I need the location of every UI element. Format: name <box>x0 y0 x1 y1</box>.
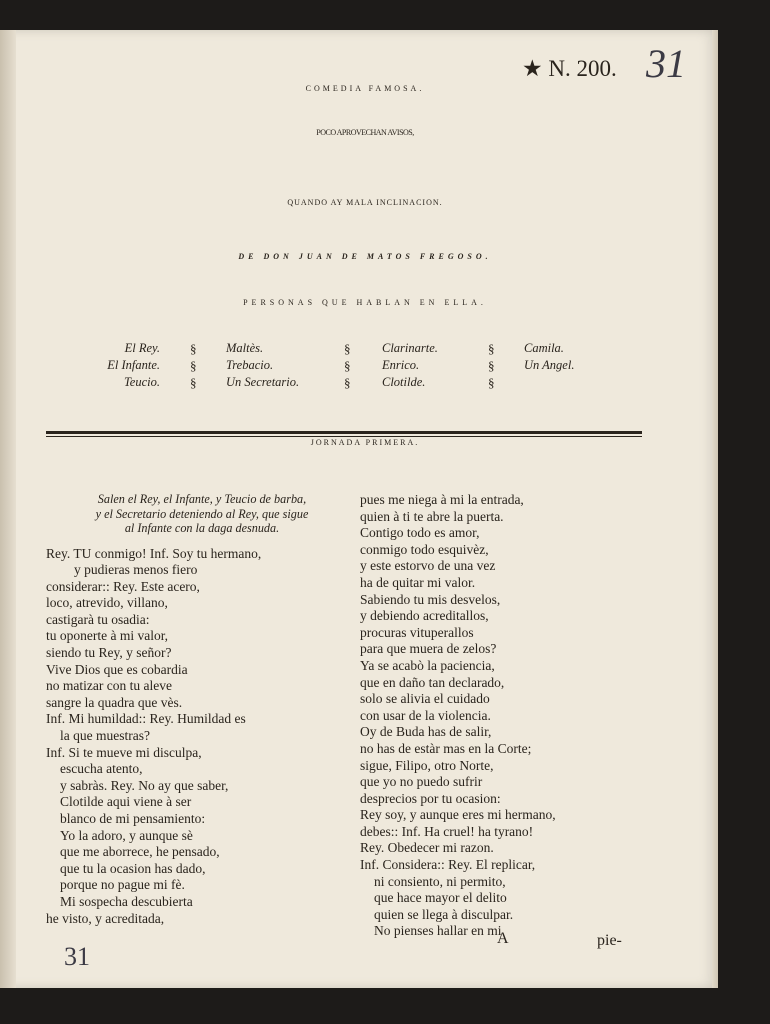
verse-line: loco, atrevido, villano, <box>46 595 168 611</box>
verse-line: con usar de la violencia. <box>360 707 491 723</box>
ornament-separator: § § § <box>488 341 495 390</box>
text-column-right <box>360 492 650 940</box>
verse-line: sigue, Filipo, otro Norte, <box>360 757 494 773</box>
verse-line: y debiendo acreditallos, <box>360 608 489 624</box>
verse-line: Clotilde aqui viene à ser <box>60 794 192 810</box>
signature-mark: A <box>497 930 509 947</box>
page-binding <box>0 30 16 988</box>
stage-direction-line: Salen el Rey, el Infante, y Teucio de barba, <box>97 492 307 506</box>
verse-line: Mi sospecha descubierta <box>60 893 193 909</box>
play-subtitle: QUANDO AY MALA INCLINACION. <box>287 198 443 207</box>
play-title: POCO APROVECHAN AVISOS, <box>316 128 414 137</box>
verse-line: blanco de mi pensamiento: <box>60 811 206 826</box>
verse-line: sangre la quadra que vès. <box>46 694 183 710</box>
document-page <box>0 30 718 988</box>
verse-line: la que muestras? <box>60 728 150 744</box>
genre-heading: COMEDIA FAMOSA. <box>305 84 425 93</box>
verse-line: solo se alivia el cuidado <box>360 691 490 707</box>
verse-line: siendo tu Rey, y señor? <box>46 645 172 661</box>
verse-line: no matizar con tu aleve <box>46 678 172 694</box>
cast-member: Enrico. <box>382 358 420 372</box>
verse-line: y pudieras menos fiero <box>74 562 198 578</box>
cast-member: Un Angel. <box>524 358 575 372</box>
stage-direction <box>46 492 358 536</box>
cast-member: El Rey. <box>124 341 160 355</box>
verse-line: pues me niega à mi la entrada, <box>360 492 524 507</box>
cast-member: El Infante. <box>107 358 160 372</box>
divider-rule-thin <box>46 436 642 437</box>
cast-column <box>82 340 160 391</box>
verse-line: considerar:: Rey. Este acero, <box>46 578 200 594</box>
verse-line: que me aborrece, he pensado, <box>60 844 220 860</box>
cast-column <box>226 340 299 391</box>
stage-direction-line: al Infante con la daga desnuda. <box>124 521 280 535</box>
page-edge <box>712 30 718 988</box>
verse-line: Inf. Si te mueve mi disculpa, <box>46 744 202 760</box>
verse-line: porque no pague mi fè. <box>60 877 185 893</box>
verse-line: escucha atento, <box>60 761 143 777</box>
verse-line: que hace mayor el delito <box>374 890 507 906</box>
verse-line: procuras vituperallos <box>360 624 474 640</box>
verse-line: que tu la ocasion has dado, <box>60 860 206 876</box>
cast-member: Clarinarte. <box>382 341 438 355</box>
verse-line: que yo no puedo sufrir <box>360 774 483 790</box>
cast-column <box>524 340 574 374</box>
verse-line: conmigo todo esquivèz, <box>360 541 489 557</box>
cast-list <box>0 340 718 404</box>
text-column-left <box>46 492 358 927</box>
verse-line: Contigo todo es amor, <box>360 525 480 541</box>
verse-line: Vive Dios que es cobardia <box>46 661 188 677</box>
verse-line: debes:: Inf. Ha cruel! ha tyrano! <box>360 823 534 839</box>
folio-number-top: 31 <box>646 41 686 86</box>
verse-line: he visto, y acreditada, <box>46 910 165 926</box>
verse-line: desprecios por tu ocasion: <box>360 790 501 806</box>
verse-line: Yo la adoro, y aunque sè <box>60 827 193 843</box>
verse-line: tu oponerte à mi valor, <box>46 628 169 644</box>
verse-line: Rey. TU conmigo! Inf. Soy tu hermano, <box>46 545 262 561</box>
verse-line: Inf. Mi humildad:: Rey. Humildad es <box>46 711 246 727</box>
catalog-number: ★ N. 200. <box>522 56 617 81</box>
stage-direction-line: y el Secretario deteniendo al Rey, que sigue <box>95 506 309 521</box>
ornament-separator: § § § <box>344 341 351 390</box>
cast-member: Clotilde. <box>382 375 426 389</box>
cast-heading: PERSONAS QUE HABLAN EN ELLA. <box>243 298 487 307</box>
verse-line: quien se llega à disculpar. <box>374 906 514 922</box>
ornament-separator: § § § <box>190 341 197 390</box>
folio-number-bottom: 31 <box>64 942 90 971</box>
verse-line: No pienses hallar en mi <box>374 923 502 939</box>
verse-line: y sabràs. Rey. No ay que saber, <box>60 777 229 793</box>
cast-member: Camila. <box>524 341 564 355</box>
verse-line: Inf. Considera:: Rey. El replicar, <box>360 857 536 873</box>
verse-line: ni consiento, ni permito, <box>374 873 506 889</box>
author-line: DE DON JUAN DE MATOS FREGOSO. <box>238 252 492 261</box>
verse-line: castigarà tu osadia: <box>46 611 150 627</box>
cast-member: Un Secretario. <box>226 375 300 389</box>
cast-member: Teucio. <box>124 375 160 389</box>
verse-line: quien à ti te abre la puerta. <box>360 508 504 524</box>
catchword: pie- <box>597 932 622 949</box>
verse-line: no has de estàr mas en la Corte; <box>360 740 532 756</box>
verse-line: que en daño tan declarado, <box>360 674 505 690</box>
cast-member: Maltès. <box>226 341 264 355</box>
verse-line: Oy de Buda has de salir, <box>360 724 492 740</box>
verse-line: para que muera de zelos? <box>360 641 497 657</box>
act-heading: JORNADA PRIMERA. <box>310 438 420 447</box>
verse-line: Sabiendo tu mis desvelos, <box>360 591 501 607</box>
verse-line: Rey. Obedecer mi razon. <box>360 840 494 856</box>
verse-line: y este estorvo de una vez <box>360 558 496 574</box>
verse-line: ha de quitar mi valor. <box>360 574 476 590</box>
cast-column <box>382 340 438 391</box>
verse-line: Ya se acabò la paciencia, <box>360 657 495 673</box>
cast-member: Trebacio. <box>226 358 274 372</box>
verse-line: Rey soy, y aunque eres mi hermano, <box>360 807 556 823</box>
